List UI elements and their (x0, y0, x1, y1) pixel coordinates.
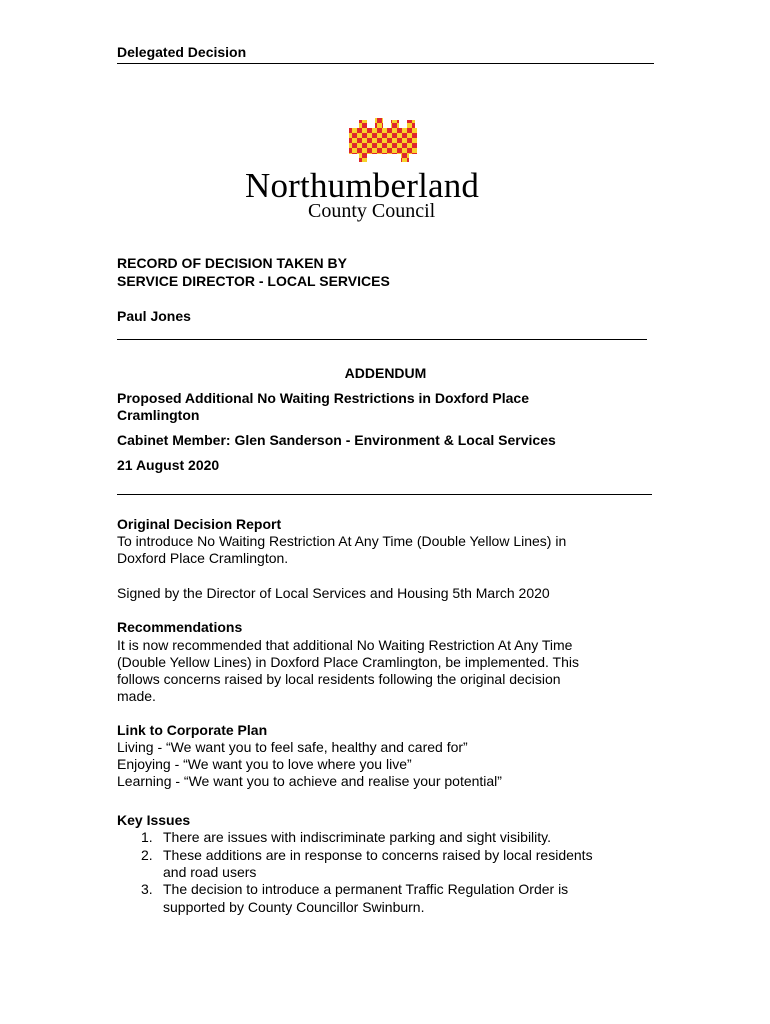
corporate-plan-item: Learning - “We want you to achieve and realise your potential” (117, 773, 502, 789)
header-divider (117, 63, 654, 64)
list-item-number: 3. (141, 881, 153, 897)
record-line-1: RECORD OF DECISION TAKEN BY (117, 255, 347, 271)
recommendations-line: (Double Yellow Lines) in Doxford Place Cramlington, be implemented. This (117, 654, 579, 670)
proposal-title-line-2: Cramlington (117, 407, 200, 423)
council-logo (235, 118, 535, 228)
list-item-number: 1. (141, 829, 153, 845)
logo-subtitle: County Council (308, 200, 436, 222)
document-header-title: Delegated Decision (117, 44, 247, 60)
list-item-number: 2. (141, 847, 153, 863)
decision-date: 21 August 2020 (117, 457, 220, 473)
logo-wordmark: Northumberland (245, 166, 480, 205)
proposal-title-line-1: Proposed Additional No Waiting Restrictions in Doxford Place (117, 390, 529, 406)
key-issue-text: supported by County Councillor Swinburn. (163, 899, 425, 915)
recommendations-line: It is now recommended that additional No Waiting Restriction At Any Time (117, 637, 573, 653)
key-issues-heading: Key Issues (117, 812, 191, 828)
recommendations-heading: Recommendations (117, 619, 243, 635)
original-decision-heading: Original Decision Report (117, 516, 282, 532)
original-decision-line-1: To introduce No Waiting Restriction At Any Time (Double Yellow Lines) in (117, 533, 567, 549)
addendum-title: ADDENDUM (344, 365, 427, 381)
recommendations-line: made. (117, 688, 156, 704)
key-issue-text: and road users (163, 864, 257, 880)
key-issue-text: The decision to introduce a permanent Traffic Regulation Order is (163, 881, 569, 897)
key-issue-text: These additions are in response to concerns raised by local residents (163, 847, 593, 863)
corporate-plan-heading: Link to Corporate Plan (117, 722, 268, 738)
record-line-2: SERVICE DIRECTOR - LOCAL SERVICES (117, 273, 390, 289)
corporate-plan-item: Living - “We want you to feel safe, healthy and cared for” (117, 739, 468, 755)
key-issue-text: There are issues with indiscriminate parking and sight visibility. (163, 829, 552, 845)
recommendations-line: follows concerns raised by local residents following the original decision (117, 671, 561, 687)
cabinet-member: Cabinet Member: Glen Sanderson - Environment & Local Services (117, 432, 556, 448)
decision-maker-name: Paul Jones (117, 308, 191, 324)
corporate-plan-item: Enjoying - “We want you to love where you live” (117, 756, 412, 772)
section-divider (117, 494, 652, 495)
original-decision-line-2: Doxford Place Cramlington. (117, 550, 289, 566)
castle-crest-icon (347, 118, 427, 166)
signed-statement: Signed by the Director of Local Services and Housing 5th March 2020 (117, 585, 550, 601)
section-divider (117, 339, 647, 340)
